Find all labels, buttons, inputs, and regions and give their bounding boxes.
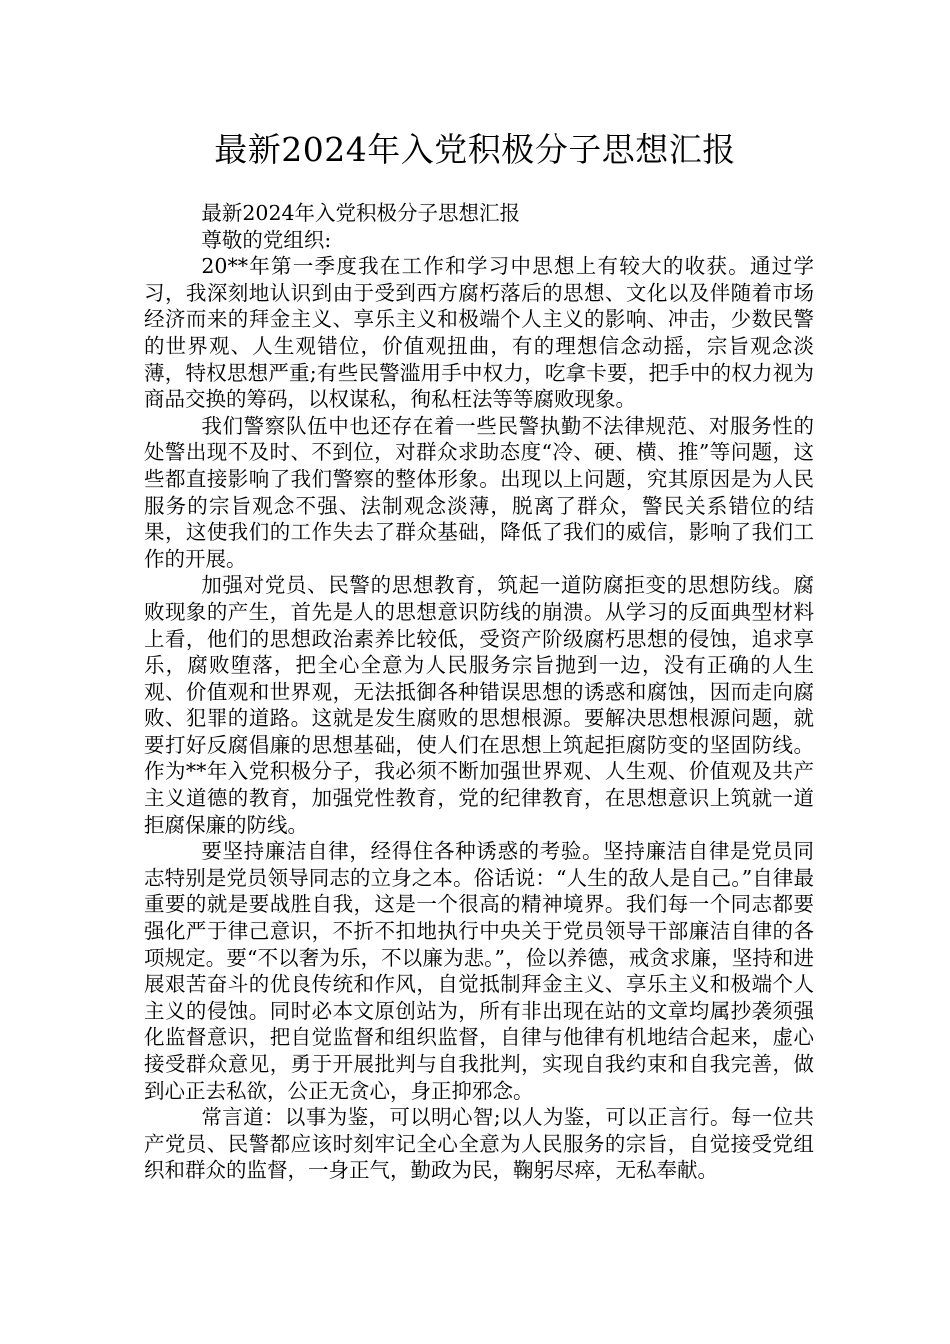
paragraph-3: 加强对党员、民警的思想教育，筑起一道防腐拒变的思想防线。腐败现象的产生，首先是人的思想意识防线的崩溃。从学习的反面典型材料上看，他们的思想政治素养比较低，受资产阶级腐朽思想的侵蚀，追求享乐，腐败堕落，把全心全意为人民服务宗旨抛到一边，没有正确的人生观、价值观和世界观，无法抵御各种错误思想的诱惑和腐蚀，因而走向腐败、犯罪的道路。这就是发生腐败的思想根源。要解决思想根源问题，就要打好反腐倡廉的思想基础，使人们在思想上筑起拒腐防变的坚固防线。作为**年入党积极分子，我必须不断加强世界观、人生观、价值观及共产主义道德的教育，加强党性教育，党的纪律教育，在思想意识上筑就一道拒腐保廉的防线。: [144, 573, 814, 837]
salutation: 尊敬的党组织:: [201, 227, 332, 252]
paragraph-5: 常言道：以事为鉴，可以明心智;以人为鉴，可以正言行。每一位共产党员、民警都应该时刻牢记全心全意为人民服务的宗旨，自觉接受党组织和群众的监督，一身正气，勤政为民，鞠躬尽瘁，无私奉献。: [144, 1105, 814, 1183]
paragraph-2: 我们警察队伍中也还存在着一些民警执勤不法律规范、对服务性的处警出现不及时、不到位，对群众求助态度“冷、硬、横、推”等问题，这些都直接影响了我们警察的整体形象。出现以上问题，究其原因是为人民服务的宗旨观念不强、法制观念淡薄，脱离了群众，警民关系错位的结果，这使我们的工作失去了群众基础，降低了我们的威信，影响了我们工作的开展。: [144, 413, 814, 571]
paragraph-1: 20**年第一季度我在工作和学习中思想上有较大的收获。通过学习，我深刻地认识到由于受到西方腐朽落后的思想、文化以及伴随着市场经济而来的拜金主义、享乐主义和极端个人主义的影响、冲击，少数民警的世界观、人生观错位，价值观扭曲，有的理想信念动摇，宗旨观念淡薄，特权思想严重;有些民警滥用手中权力，吃拿卡要，把手中的权力视为商品交换的筹码，以权谋私，徇私枉法等等腐败现象。: [144, 254, 814, 412]
body-heading-line: 最新2024年入党积极分子思想汇报: [201, 201, 521, 225]
document-body: [144, 200, 814, 1184]
page-title: 最新2024年入党积极分子思想汇报: [214, 130, 736, 169]
paragraph-4: 要坚持廉洁自律，经得住各种诱惑的考验。坚持廉洁自律是党员同志特别是党员领导同志的立身之本。俗话说：“人生的敌人是自己。”自律最重要的就是要战胜自我，这是一个很高的精神境界。我们每一个同志都要强化严于律己意识，不折不扣地执行中央关于党员领导干部廉洁自律的各项规定。要“不以奢为乐，不以廉为悲。”，俭以养德，戒贪求廉，坚持和进展艰苦奋斗的优良传统和作风，自觉抵制拜金主义、享乐主义和极端个人主义的侵蚀。同时必本文原创站为，所有非出现在站的文章均属抄袭须强化监督意识，把自觉监督和组织监督，自律与他律有机地结合起来，虚心接受群众意见，勇于开展批判与自我批判，实现自我约束和自我完善，做到心正去私欲，公正无贪心，身正抑邪念。: [144, 839, 814, 1103]
